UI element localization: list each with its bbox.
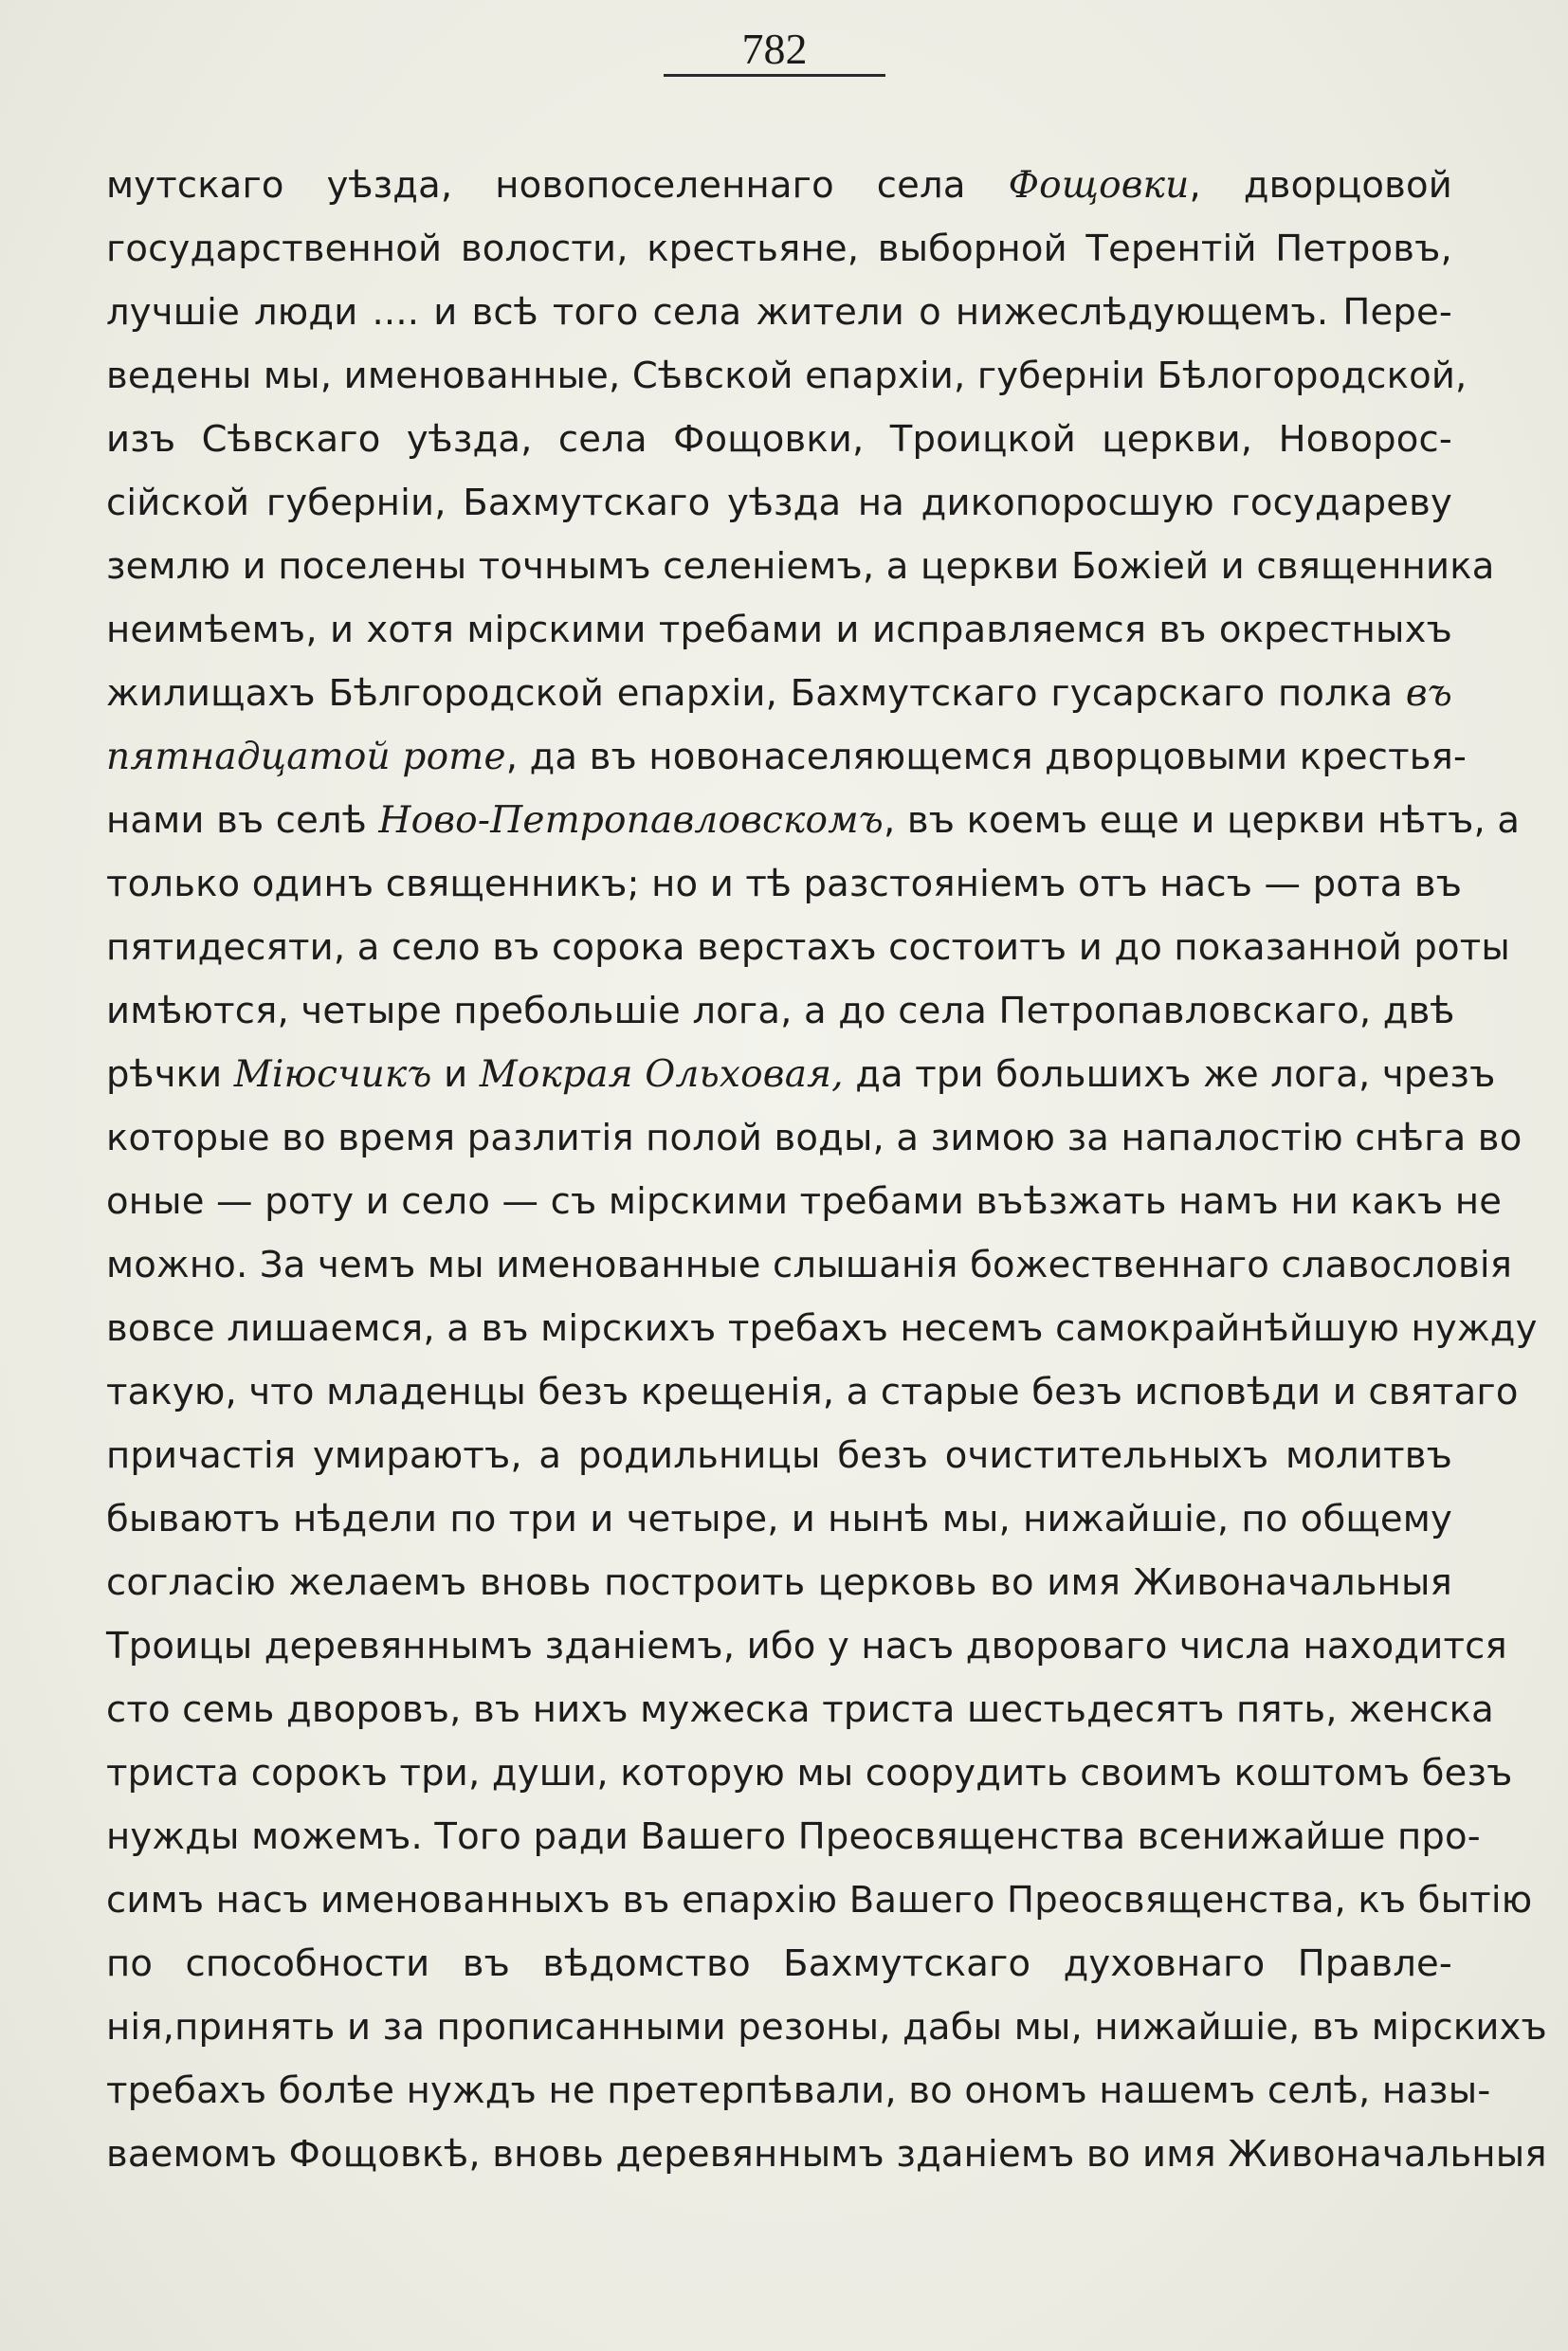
page-number: 782 (741, 25, 808, 73)
text-line (106, 1487, 1452, 1551)
text-segment: лучшіе люди .... и всѣ того села жители о нижеслѣдующемъ. Пере- (106, 291, 1452, 334)
text-line (106, 281, 1452, 344)
text-line (106, 535, 1495, 598)
text-line (106, 344, 1468, 408)
text-line (106, 2059, 1491, 2123)
text-line (106, 217, 1452, 281)
text-line (106, 1614, 1507, 1678)
text-segment: требахъ болѣе нуждъ не претерпѣвали, во ономъ нашемъ селѣ, назы- (106, 2069, 1491, 2112)
header-rule (664, 74, 885, 77)
text-line (106, 979, 1455, 1043)
text-line (106, 662, 1452, 725)
text-segment: жилищахъ Бѣлгородской епархіи, Бахмутскаго гусарскаго полка (106, 672, 1406, 715)
text-segment: ведены мы, именованные, Сѣвской епархіи, губерніи Бѣлогородской, (106, 355, 1468, 397)
text-segment: нужды можемъ. Того ради Вашего Преосвященства всенижайше про- (106, 1815, 1481, 1858)
italic-text: Фощовки (1008, 164, 1190, 207)
text-line (106, 154, 1452, 217)
text-segment: симъ насъ именованныхъ въ епархію Вашего Преосвященства, къ бытію (106, 1879, 1533, 1922)
text-segment: бываютъ нѣдели по три и четыре, и нынѣ мы, нижайшіе, по общему (106, 1498, 1452, 1540)
text-line (106, 471, 1452, 535)
text-segment: да три большихъ же лога, чрезъ (843, 1053, 1496, 1096)
text-segment: нія,принять и за прописанными резоны, дабы мы, нижайшіе, въ мірскихъ (106, 2006, 1547, 2049)
text-segment: и (431, 1053, 480, 1096)
text-line (106, 725, 1468, 789)
text-segment: имѣются, четыре пребольшіе лога, а до села Петропавловскаго, двѣ (106, 990, 1455, 1032)
text-line (106, 1043, 1496, 1106)
text-segment: по способности въ вѣдомство Бахмутскаго духовнаго Правле- (106, 1942, 1452, 1985)
text-segment: , да въ новонаселяющемся дворцовыми крестья- (505, 736, 1468, 778)
text-segment: можно. За чемъ мы именованные слышанія божественнаго славословія (106, 1244, 1513, 1286)
text-segment: рѣчки (106, 1053, 234, 1096)
text-segment: сійской губерніи, Бахмутскаго уѣзда на дикопоросшую государеву (106, 482, 1452, 524)
text-segment: изъ Сѣвскаго уѣзда, села Фощовки, Троицкой церкви, Новорос- (106, 418, 1452, 461)
text-segment: неимѣемъ, и хотя мірскими требами и исправляемся въ окрестныхъ (106, 609, 1452, 651)
text-segment: такую, что младенцы безъ крещенія, а старые безъ исповѣди и святаго (106, 1371, 1519, 1413)
text-segment: согласію желаемъ вновь построить церковь во имя Живоначальныя (106, 1561, 1452, 1604)
text-line (106, 1106, 1522, 1170)
text-line (106, 1741, 1513, 1805)
text-segment: мутскаго уѣзда, новопоселеннаго села (106, 164, 1009, 207)
text-line (106, 1932, 1452, 1996)
text-line (106, 1297, 1538, 1360)
text-line (106, 598, 1452, 662)
text-segment: , дворцовой (1189, 164, 1452, 207)
text-line (106, 789, 1521, 852)
text-line (106, 852, 1463, 916)
text-line (106, 408, 1452, 471)
text-segment: ваемомъ Фощовкѣ, вновь деревяннымъ зданіемъ во имя Живоначальныя (106, 2133, 1547, 2176)
text-segment: которые во время разлитія полой воды, а зимою за напалостію снѣга во (106, 1117, 1522, 1159)
text-segment: оные — роту и село — съ мірскими требами въѣзжать намъ ни какъ не (106, 1180, 1503, 1223)
text-segment: землю и поселены точнымъ селеніемъ, а церкви Божіей и священника (106, 545, 1495, 588)
italic-text: Міюсчикъ (233, 1053, 432, 1096)
text-line (106, 1424, 1452, 1487)
text-line (106, 1170, 1503, 1233)
body-text (106, 154, 1547, 2186)
text-line (106, 1233, 1513, 1297)
italic-text: Ново-Петропавловскомъ (378, 799, 884, 842)
italic-text: въ (1405, 672, 1452, 715)
text-line (106, 1551, 1452, 1614)
text-segment: государственной волости, крестьяне, выборной Терентій Петровъ, (106, 228, 1452, 270)
text-segment: сто семь дворовъ, въ нихъ мужеска триста шестьдесятъ пять, женска (106, 1688, 1494, 1731)
text-line (106, 1996, 1547, 2059)
text-line (106, 1678, 1494, 1741)
text-line (106, 916, 1511, 979)
text-line (106, 2123, 1547, 2186)
italic-text: Мокрая Ольховая, (479, 1053, 844, 1096)
text-segment: вовсе лишаемся, а въ мірскихъ требахъ несемъ самокрайнѣйшую нужду (106, 1307, 1538, 1350)
text-segment: пятидесяти, а село въ сорока верстахъ состоитъ и до показанной роты (106, 926, 1511, 969)
text-segment: триста сорокъ три, души, которую мы соорудить своимъ коштомъ безъ (106, 1752, 1513, 1795)
text-segment: нами въ селѣ (106, 799, 379, 842)
text-line (106, 1868, 1533, 1932)
italic-text: пятнадцатой роте (106, 736, 506, 778)
text-segment: Троицы деревяннымъ зданіемъ, ибо у насъ двороваго числа находится (106, 1625, 1507, 1668)
text-segment: , въ коемъ еще и церкви нѣтъ, а (883, 799, 1521, 842)
text-segment: только одинъ священникъ; но и тѣ разстояніемъ отъ насъ — рота въ (106, 863, 1463, 905)
text-line (106, 1360, 1519, 1424)
text-line (106, 1805, 1481, 1868)
text-segment: причастія умираютъ, а родильницы безъ очистительныхъ молитвъ (106, 1434, 1452, 1477)
